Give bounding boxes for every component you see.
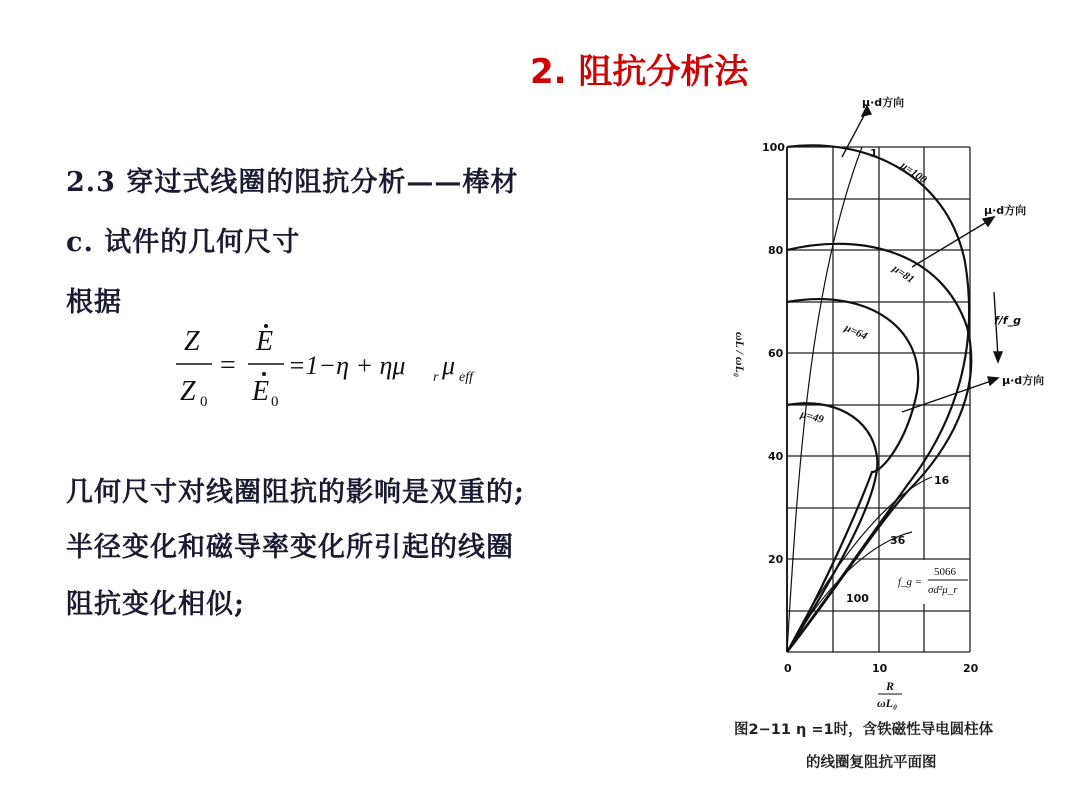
label-f36: 36 bbox=[890, 534, 906, 547]
y-tick-40: 40 bbox=[768, 450, 784, 463]
direction-label-top: μ·d方向 bbox=[862, 96, 905, 109]
slide-title: 2. 阻抗分析法 bbox=[530, 52, 749, 92]
x-tick-0: 0 bbox=[784, 662, 792, 675]
y-tick-100: 100 bbox=[762, 141, 785, 154]
label-mu49: μ=49 bbox=[799, 408, 825, 426]
x-tick-10: 10 bbox=[872, 662, 888, 675]
direction-label-low: μ·d方向 bbox=[1002, 374, 1045, 387]
formula-z0: Z bbox=[180, 376, 196, 407]
section-heading: 2.3 穿过式线圈的阻抗分析——棒材 bbox=[66, 167, 519, 198]
formula-z: Z bbox=[184, 326, 200, 357]
basis-label: 根据 bbox=[66, 287, 122, 318]
label-mu100: μ=100 bbox=[898, 159, 929, 187]
formula-e0: E bbox=[252, 376, 270, 407]
y-tick-20: 20 bbox=[768, 553, 784, 566]
formula-e0-sub: 0 bbox=[271, 394, 279, 410]
formula-sub-r: r bbox=[433, 370, 439, 385]
body-line-1: 几何尺寸对线圈阻抗的影响是双重的; bbox=[66, 477, 525, 508]
item-heading: c. 试件的几何尺寸 bbox=[66, 227, 301, 258]
formula-z0-sub: 0 bbox=[200, 394, 208, 410]
label-mu81: μ=81 bbox=[890, 262, 917, 286]
impedance-plane-diagram bbox=[722, 92, 1062, 712]
y-tick-80: 80 bbox=[768, 244, 784, 257]
x-axis-label-r: R bbox=[886, 679, 895, 693]
figure-caption-1: 图2−11 η =1时，含铁磁性导电圆柱体 bbox=[734, 722, 994, 738]
formula-e: E bbox=[256, 326, 274, 357]
y-axis-label: ωL / ωL₀ bbox=[733, 332, 747, 378]
label-f16: 16 bbox=[934, 474, 950, 487]
fg-formula bbox=[894, 560, 968, 604]
body-line-2: 半径变化和磁导率变化所引起的线圈 bbox=[66, 532, 514, 563]
fg-den: σd²μ_r bbox=[928, 584, 958, 596]
body-line-3: 阻抗变化相似; bbox=[66, 589, 245, 620]
direction-label-mid: μ·d方向 bbox=[984, 204, 1027, 217]
line-f1 bbox=[787, 147, 862, 652]
direction-arrows bbox=[842, 106, 1002, 412]
freq-label: f/f_g bbox=[994, 314, 1021, 327]
x-axis-label-den: ωL₀ bbox=[877, 696, 898, 710]
curve-mu49 bbox=[787, 403, 877, 652]
x-tick-20: 20 bbox=[963, 662, 979, 675]
formula-sub-eff: eff bbox=[459, 370, 473, 385]
fg-num: 5066 bbox=[934, 566, 956, 578]
label-mu64: μ=64 bbox=[842, 321, 870, 343]
label-f100: 100 bbox=[846, 592, 869, 605]
formula-rhs: =1−η + ημ bbox=[288, 351, 406, 380]
formula-mu-eff: μ bbox=[442, 351, 456, 380]
y-tick-60: 60 bbox=[768, 347, 784, 360]
fg-lhs: f_g = bbox=[898, 576, 923, 588]
figure-caption-2: 的线圈复阻抗平面图 bbox=[806, 755, 937, 771]
formula-eq1: = bbox=[220, 350, 236, 381]
impedance-formula bbox=[170, 322, 500, 412]
label-one: 1 bbox=[870, 147, 878, 160]
